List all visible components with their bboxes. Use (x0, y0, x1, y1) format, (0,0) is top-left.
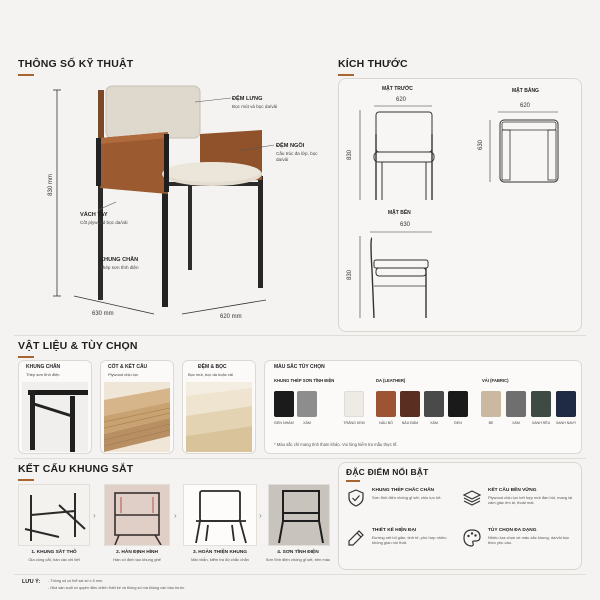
feature-4-title: TÙY CHỌN ĐA DẠNG (488, 528, 537, 533)
step-arrow-1: › (93, 511, 96, 520)
step-3-photo (183, 484, 257, 546)
swatch-leather-dark-brown[interactable] (400, 391, 420, 417)
material-card-core-title: CỐT & KẾT CẤU (108, 364, 148, 370)
callout-line-seat (238, 143, 278, 153)
step-2-desc: Hàn cố định tạo khung ghế (113, 557, 161, 562)
section-divider-1 (14, 335, 586, 336)
color-options-title: MÀU SẮC TÙY CHỌN (274, 364, 325, 370)
front-view-title: MẶT TRƯỚC (382, 86, 413, 92)
swatch-label-frame-cream: TRẮNG KEM (343, 421, 365, 425)
desc-back-cushion: Bọc mút và bọc da/vải (232, 104, 278, 109)
feature-2-desc: Plywood chịu lực kết hợp mút đàn hồi, mang lại cảm giác êm ái, thoải mái. (488, 495, 573, 505)
spec-title: THÔNG SỐ KỸ THUẬT (18, 58, 134, 70)
cushion-photo (186, 382, 252, 452)
feature-4-desc: Nhiều lựa chọn về màu sắc khung, da/vải bọc theo yêu cầu. (488, 535, 570, 545)
materials-title-underline (18, 356, 34, 358)
step-4-photo (268, 484, 330, 546)
frame-title-underline (18, 479, 34, 481)
step-arrow-2: › (174, 511, 177, 520)
swatch-label-leather-gray: XÁM (430, 421, 438, 425)
pen-ruler-icon (346, 528, 366, 548)
layers-icon (462, 488, 482, 508)
frame-title: KẾT CẤU KHUNG SẮT (18, 463, 134, 475)
color-group-fabric-title: VẢI (FABRIC) (482, 378, 509, 383)
material-card-leg-title: KHUNG CHÂN (26, 364, 61, 370)
swatch-fabric-navy[interactable] (556, 391, 576, 417)
swatch-label-frame-gray: XÁM (303, 421, 311, 425)
swatch-leather-black[interactable] (448, 391, 468, 417)
swatch-label-fabric-moss: XANH RÊU (531, 421, 551, 425)
features-panel (338, 462, 582, 570)
step-arrow-3: › (259, 511, 262, 520)
swatch-frame-black[interactable] (274, 391, 294, 417)
step-1-photo (18, 484, 90, 546)
swatch-leather-gray[interactable] (424, 391, 444, 417)
step-1-desc: Gia công cắt, hàn các chi tiết (28, 557, 80, 562)
label-arm-panel: VÁCH TAY (80, 212, 108, 218)
dimensions-title: KÍCH THƯỚC (338, 58, 408, 70)
top-view-width: 620 (520, 103, 531, 109)
color-group-leather-title: DA (LEATHER) (376, 378, 406, 383)
side-view-drawing (354, 230, 444, 322)
desc-seat-cushion: Cấu trúc đa lớp, bọc da/vải (276, 151, 318, 162)
materials-title: VẬT LIỆU & TÙY CHỌN (18, 340, 138, 352)
palette-icon (462, 528, 482, 548)
feature-3-title: THIẾT KẾ HIỆN ĐẠI (372, 528, 417, 533)
swatch-label-leather-black: ĐEN (454, 421, 462, 425)
step-2-photo (104, 484, 170, 546)
swatch-label-fabric-navy: XANH NAVY (555, 421, 577, 425)
material-card-cushion-title: ĐỆM & BỌC (198, 364, 227, 370)
section-divider-2 (14, 458, 586, 459)
plywood-photo (104, 382, 170, 452)
front-view-height: 830 (347, 149, 354, 161)
top-view-title: MẶT BẰNG (512, 88, 539, 94)
callout-line-arm (96, 200, 120, 212)
spec-title-underline (18, 74, 34, 76)
side-view-title: MẶT BÊN (388, 210, 411, 216)
leg-frame-photo (22, 382, 88, 452)
swatch-frame-cream[interactable] (344, 391, 364, 417)
swatch-fabric-gray[interactable] (506, 391, 526, 417)
swatch-frame-gray[interactable] (297, 391, 317, 417)
swatch-leather-tan[interactable] (376, 391, 396, 417)
side-view-height: 830 (347, 269, 354, 281)
width-label: 620 mm (220, 314, 242, 320)
depth-label: 630 mm (92, 311, 114, 317)
label-leg-frame: KHUNG CHÂN (100, 257, 139, 263)
top-view-depth: 630 (478, 139, 485, 151)
label-seat-cushion: ĐỆM NGỒI (276, 143, 305, 149)
swatch-label-leather-dark-brown: NÂU ĐẬM (401, 421, 419, 425)
note-line-1: - Thông số có thể sai số ± 5 mm. (48, 579, 104, 583)
swatch-fabric-beige[interactable] (481, 391, 501, 417)
swatch-label-fabric-beige: BE (488, 421, 494, 425)
front-view-drawing (354, 104, 444, 204)
step-4-desc: Sơn tĩnh điện chống gỉ sét, bền màu (265, 557, 331, 562)
dimensions-title-underline (338, 74, 354, 76)
note-label: LƯU Ý: (22, 579, 41, 585)
top-view-drawing (486, 110, 566, 186)
swatch-label-frame-black: ĐEN NHÁM (274, 421, 294, 425)
material-card-core-desc: Plywood chịu lực (108, 372, 139, 377)
shield-check-icon (346, 488, 366, 508)
feature-2-title: KẾT CẤU BỀN VỮNG (488, 488, 537, 493)
side-view-width: 630 (400, 222, 411, 228)
step-3-title: 3. HOÀN THIỆN KHUNG (192, 550, 248, 555)
feature-1-desc: Sơn tĩnh điện chống gỉ sét, chịu lực tốt. (372, 495, 442, 500)
step-3-desc: Mài nhẵn, kiểm tra độ chắc chắn (191, 557, 249, 562)
features-title: ĐẶC ĐIỂM NỔI BẬT (346, 467, 429, 477)
chair-render (40, 82, 290, 322)
swatch-label-fabric-gray: XÁM (512, 421, 520, 425)
section-divider-3 (14, 574, 586, 575)
desc-leg-frame: Thép sơn tĩnh điện (100, 265, 139, 270)
swatch-label-leather-tan: NÂU BÒ (379, 421, 393, 425)
feature-3-desc: Đường nét tối giản, tinh tế, phù hợp nhiều không gian nội thất. (372, 535, 447, 545)
desc-arm-panel: Cốt plywood bọc da/vải (80, 220, 128, 225)
features-title-underline (346, 480, 360, 482)
material-card-leg-desc: Thép sơn tĩnh điện (26, 372, 60, 377)
height-label: 830 mm (48, 174, 54, 196)
step-1-title: 1. KHUNG SẮT THÔ (31, 550, 77, 555)
front-view-width: 620 (396, 97, 407, 103)
feature-1-title: KHUNG THÉP CHẮC CHẮN (372, 488, 435, 493)
swatch-fabric-moss[interactable] (531, 391, 551, 417)
step-2-title: 2. HÀN ĐỊNH HÌNH (116, 550, 158, 555)
step-4-title: 4. SƠN TĨNH ĐIỆN (277, 550, 319, 555)
color-disclaimer: * Màu sắc chỉ mang tính tham khảo. Vui lòng kiểm tra mẫu thực tế. (274, 442, 398, 447)
label-back-cushion: ĐỆM LƯNG (232, 96, 263, 102)
note-line-2: - Nhà sản xuất có quyền điều chỉnh thiết kế và thông số mà không cần báo trước. (48, 586, 186, 590)
callout-line-back (195, 96, 235, 104)
color-group-frame-title: KHUNG THÉP SƠN TĨNH ĐIỆN (274, 378, 335, 383)
material-card-cushion-desc: Bọc mút, bọc da hoặc vải (188, 372, 233, 377)
